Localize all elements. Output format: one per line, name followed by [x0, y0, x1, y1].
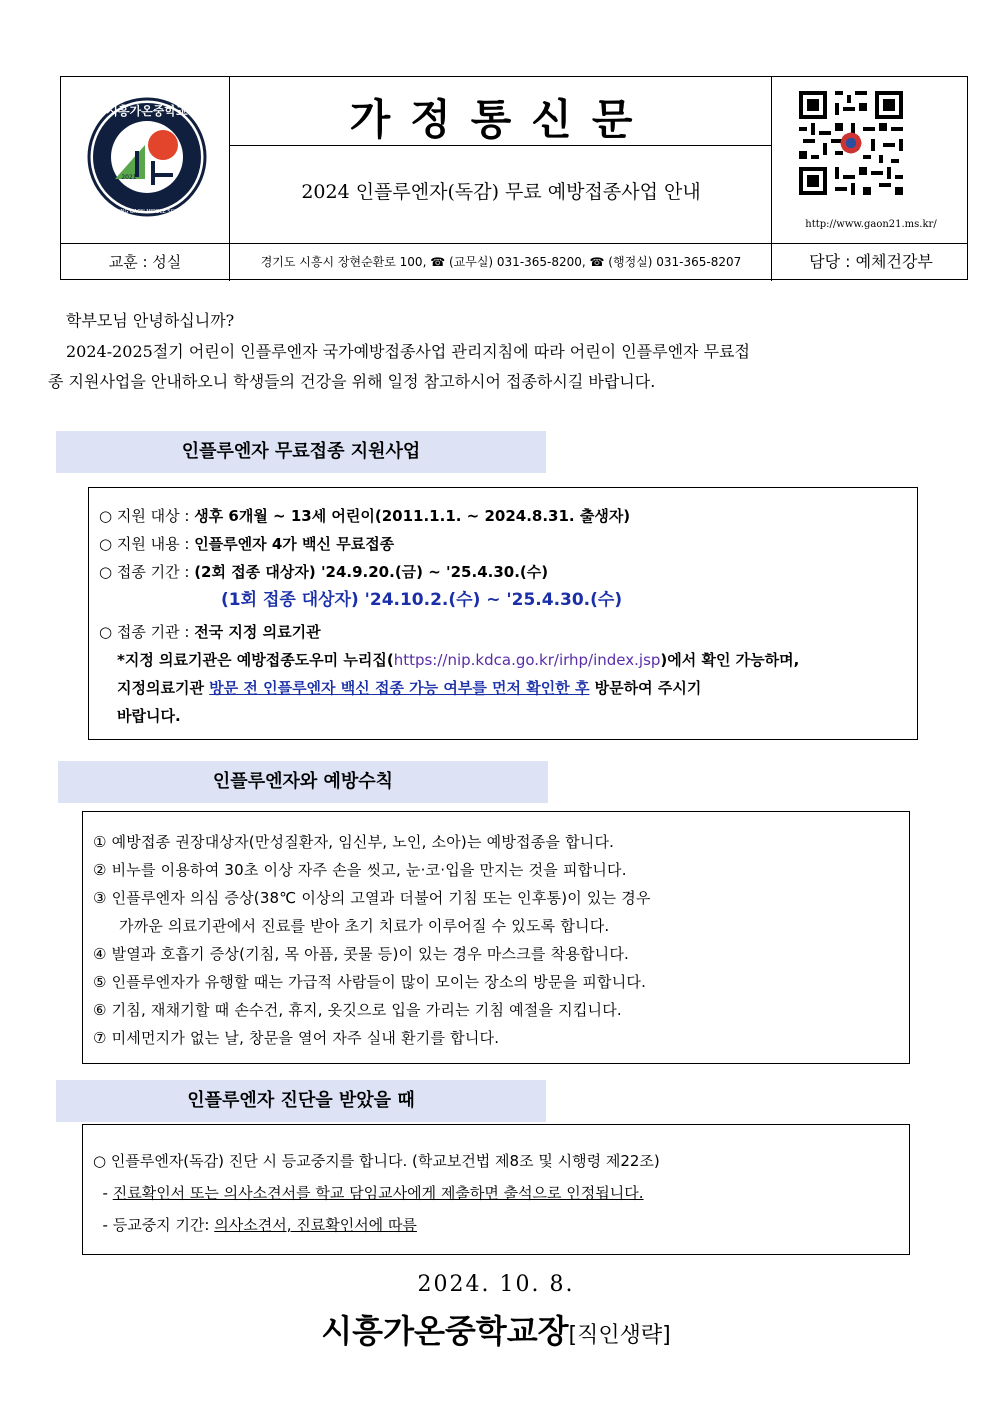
section-title-prevention: 인플루엔자와 예방수칙: [58, 761, 548, 803]
attendance-note: - 진료확인서 또는 의사소견서를 학교 담임교사에게 제출하면 출석으로 인정됩니다.: [93, 1184, 644, 1202]
suspension-period: - 등교중지 기간: 의사소견서, 진료확인서에 따름: [93, 1216, 417, 1234]
attendance-note-text: 진료확인서 또는 의사소견서를 학교 담임교사에게 제출하면 출석으로 인정됩니다.: [112, 1184, 644, 1202]
logo-english-text: SIHEUNG GAON MIDDLE SCHOOL: [105, 209, 189, 215]
school-suspension-rule: ○ 인플루엔자(독감) 진단 시 등교중지를 합니다. (학교보건법 제8조 및 시행령 제22조): [93, 1152, 660, 1170]
diagnosis-box: [82, 1124, 910, 1255]
signer-name: 시흥가온중학교장: [321, 1312, 569, 1350]
support-content-row: ○ 지원 내용 : 인플루엔자 4가 백신 무료접종: [99, 535, 395, 553]
prevention-item: ⑥ 기침, 재채기할 때 손수건, 휴지, 옷깃으로 입을 가리는 기침 예절을 지킵니다.: [93, 1001, 622, 1019]
suspension-period-text: 의사소견서, 진료확인서에 따름: [214, 1216, 417, 1234]
designated-clinic-note: *지정 의료기관은 예방접종도우미 누리집(https://nip.kdca.go.kr/irhp/index.jsp)에서 확인 가능하며,: [117, 651, 800, 669]
intro-paragraph: [48, 337, 948, 397]
support-content-value: 인플루엔자 4가 백신 무료접종: [194, 535, 395, 553]
page-title: 가정통신문: [349, 95, 653, 144]
intro-line-1: 2024-2025절기 어린이 인플루엔자 국가예방접종사업 관리지침에 따라 어린이 인플루엔자 무료접: [66, 342, 750, 361]
logo-korean-text: 시흥가온중학교: [106, 104, 188, 118]
school-address: 경기도 시흥시 장현순환로 100, ☎ (교무실) 031-365-8200, ☎ (행정실) 031-365-8207: [260, 255, 742, 269]
vaccination-period-row: ○ 접종 기간 : (2회 접종 대상자) '24.9.20.(금) ~ '25.4.30.(수): [99, 563, 549, 581]
department: 담당 : 예체건강부: [809, 252, 933, 271]
notice-subtitle: 2024 인플루엔자(독감) 무료 예방접종사업 안내: [301, 181, 701, 203]
issue-date: 2024. 10. 8.: [417, 1272, 575, 1297]
school-motto: 교훈 : 성실: [108, 253, 182, 271]
school-logo: [87, 87, 207, 235]
prevention-item: ③ 인플루엔자 의심 증상(38℃ 이상의 고열과 더불어 기침 또는 인후통)이 있는 경우: [93, 889, 651, 907]
prevention-item: ④ 발열과 호흡기 증상(기침, 목 아픔, 콧물 등)이 있는 경우 마스크를 착용합니다.: [93, 945, 630, 963]
qr-code-icon[interactable]: [795, 87, 907, 199]
prevention-item: ① 예방접종 권장대상자(만성질환자, 임신부, 노인, 소아)는 예방접종을 합니다.: [93, 833, 615, 851]
period-one-dose: (1회 접종 대상자) '24.10.2.(수) ~ '25.4.30.(수): [221, 590, 623, 610]
vaccination-org-value: 전국 지정 의료기관: [194, 623, 321, 641]
principal-signature: [0, 1306, 992, 1352]
vaccination-org-row: ○ 접종 기관 : 전국 지정 의료기관: [99, 623, 321, 641]
nip-link[interactable]: https://nip.kdca.go.kr/irhp/index.jsp: [393, 651, 661, 669]
seal-omitted-note: [직인생략]: [568, 1323, 671, 1348]
header-table: [60, 76, 968, 280]
prevention-rules-box: [82, 811, 910, 1064]
section-title-diagnosis: 인플루엔자 진단을 받았을 때: [56, 1080, 546, 1122]
visit-check-note-end: 바랍니다.: [117, 707, 181, 725]
support-target-row: ○ 지원 대상 : 생후 6개월 ~ 13세 어린이(2011.1.1. ~ 2024.8.31. 출생자): [99, 507, 631, 525]
section-title-free-vaccination: 인플루엔자 무료접종 지원사업: [56, 431, 546, 473]
prevention-item: ⑦ 미세먼지가 없는 날, 창문을 열어 자주 실내 환기를 합니다.: [93, 1029, 500, 1047]
visit-check-emphasis: 방문 전 인플루엔자 백신 접종 가능 여부를 먼저 확인한 후: [209, 679, 590, 697]
intro-line-2: 종 지원사업을 안내하오니 학생들의 건강을 위해 일정 참고하시어 접종하시길 바랍니다.: [48, 372, 656, 391]
period-two-dose: (2회 접종 대상자) '24.9.20.(금) ~ '25.4.30.(수): [194, 563, 549, 581]
logo-year: 2021: [121, 174, 137, 181]
intro-greeting: 학부모님 안녕하십니까?: [66, 311, 235, 330]
support-target-value: 생후 6개월 ~ 13세 어린이(2011.1.1. ~ 2024.8.31. 출생자): [194, 507, 631, 525]
prevention-item: ② 비누를 이용하여 30초 이상 자주 손을 씻고, 눈·코·입을 만지는 것을 피합니다.: [93, 861, 627, 879]
prevention-item: ⑤ 인플루엔자가 유행할 때는 가급적 사람들이 많이 모이는 장소의 방문을 피합니다.: [93, 973, 647, 991]
school-url[interactable]: http://www.gaon21.ms.kr/: [805, 219, 937, 230]
free-vaccination-box: [88, 487, 918, 740]
prevention-item: 가까운 의료기관에서 진료를 받아 초기 치료가 이루어질 수 있도록 합니다.: [119, 917, 610, 935]
visit-check-note: 지정의료기관 방문 전 인플루엔자 백신 접종 가능 여부를 먼저 확인한 후 방문하여 주시기: [117, 679, 702, 697]
